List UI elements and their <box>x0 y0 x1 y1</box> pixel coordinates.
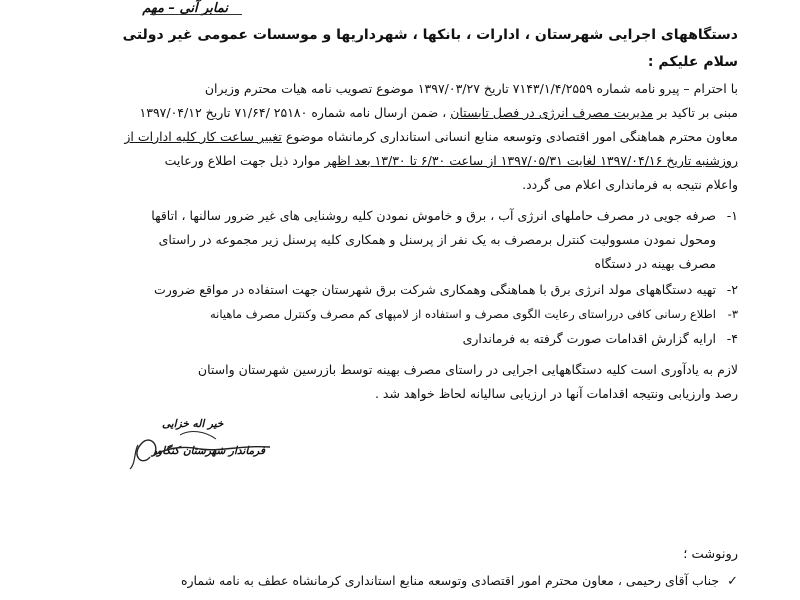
recipients-heading: دستگاههای اجرایی شهرستان ، ادارات ، بانکها ، شهرداریها و موسسات عمومی غیر دولتی <box>122 27 738 43</box>
salutation: سلام علیکم : <box>647 54 738 70</box>
list-item <box>151 207 738 225</box>
cc-line-text: جناب آقای رحیمی ، معاون محترم امور اقتصادی وتوسعه منابع استانداری کرمانشاه عطف به نامه شماره <box>180 573 720 588</box>
handwritten-signature-icon <box>120 405 290 475</box>
list-item-text: صرفه جویی در مصرف حاملهای انرژی آب ، برق و خاموش نمودن کلیه روشنایی های غیر ضرور سالنها ، اتاقها <box>151 208 716 223</box>
closing-line-2: رصد وارزیابی ونتیجه اقدامات آنها در ارزیابی سالیانه لحاظ خواهد شد . <box>374 386 738 401</box>
fax-priority-label: نمابر آنی – مهم <box>142 1 228 16</box>
body-line-2-pre: مبنی بر تاکید بر <box>653 105 738 120</box>
body-line-2-post: ، ضمن ارسال نامه شماره ۲۵۱۸۰ /۷۱/۶۴ تاریخ ۱۳۹۷/۰۴/۱۲ <box>139 105 451 120</box>
body-line-1: با احترام – پیرو نامه شماره ۷۱۴۳/۱/۴/۲۵۵۹ تاریخ ۱۳۹۷/۰۳/۲۷ موضوع تصویب نامه هیات محترم وزیران <box>204 81 738 96</box>
list-item-text: ارایه گزارش اقدامات صورت گرفته به فرمانداری <box>462 331 716 346</box>
list-item-number: ۴- <box>726 331 738 346</box>
body-line-5: واعلام نتیجه به فرمانداری اعلام می گردد. <box>522 177 738 192</box>
list-item <box>210 305 738 323</box>
checkmark-icon: ✓ <box>727 574 738 589</box>
body-line-4 <box>165 152 738 170</box>
body-line-2 <box>140 104 738 122</box>
body-line-3-underlined: تغییر ساعت کار کلیه ادارات از <box>124 129 282 144</box>
list-item-text: اطلاع رسانی کافی درراستای رعایت الگوی مصرف و استفاده از لامپهای کم مصرف وکنترل مصرف ماهیانه <box>209 307 716 321</box>
body-line-3 <box>124 128 738 146</box>
body-line-4-post: موارد ذیل جهت اطلاع ورعایت <box>164 153 325 168</box>
signatory-title: فرماندار شهرستان کنگاور <box>152 445 265 457</box>
list-item-number: ۳- <box>727 307 738 321</box>
body-line-4-underlined: روزشنبه تاریخ ۱۳۹۷/۰۴/۱۶ لغایت ۱۳۹۷/۰۵/۳۱ از ساعت ۶/۳۰ تا ۱۳/۳۰ بعد اظهر <box>324 153 738 168</box>
cc-label: رونوشت ؛ <box>683 547 738 562</box>
list-item-number: ۱- <box>726 208 738 223</box>
list-item <box>463 330 738 348</box>
list-item <box>154 281 738 299</box>
list-item-text: تهیه دستگاههای مولد انرژی برق با هماهنگی وهمکاری شرکت برق شهرستان جهت استفاده در مواقع ضرورت <box>153 282 716 297</box>
fax-label-underline <box>150 14 242 15</box>
signatory-name: خیر اله خزایی <box>162 418 224 430</box>
body-line-2-underlined: مدیریت مصرف انرژی در فصل تابستان <box>450 105 654 120</box>
list-item-continuation: ومحول نمودن مسوولیت کنترل برمصرف به یک نفر از پرسنل و همکاری کلیه پرسنل زیر مجموعه در راستای <box>158 232 716 247</box>
list-item-continuation: مصرف بهینه در دستگاه <box>594 256 716 271</box>
list-item-number: ۲- <box>726 282 738 297</box>
closing-line-1: لازم به یادآوری است کلیه دستگاههایی اجرایی در راستای مصرف بهینه توسط بازرسین شهرستان واستان <box>197 362 738 377</box>
body-line-3-pre: معاون محترم هماهنگی امور اقتصادی وتوسعه منابع انسانی استانداری کرمانشاه موضوع <box>281 129 738 144</box>
cc-line <box>181 572 738 591</box>
